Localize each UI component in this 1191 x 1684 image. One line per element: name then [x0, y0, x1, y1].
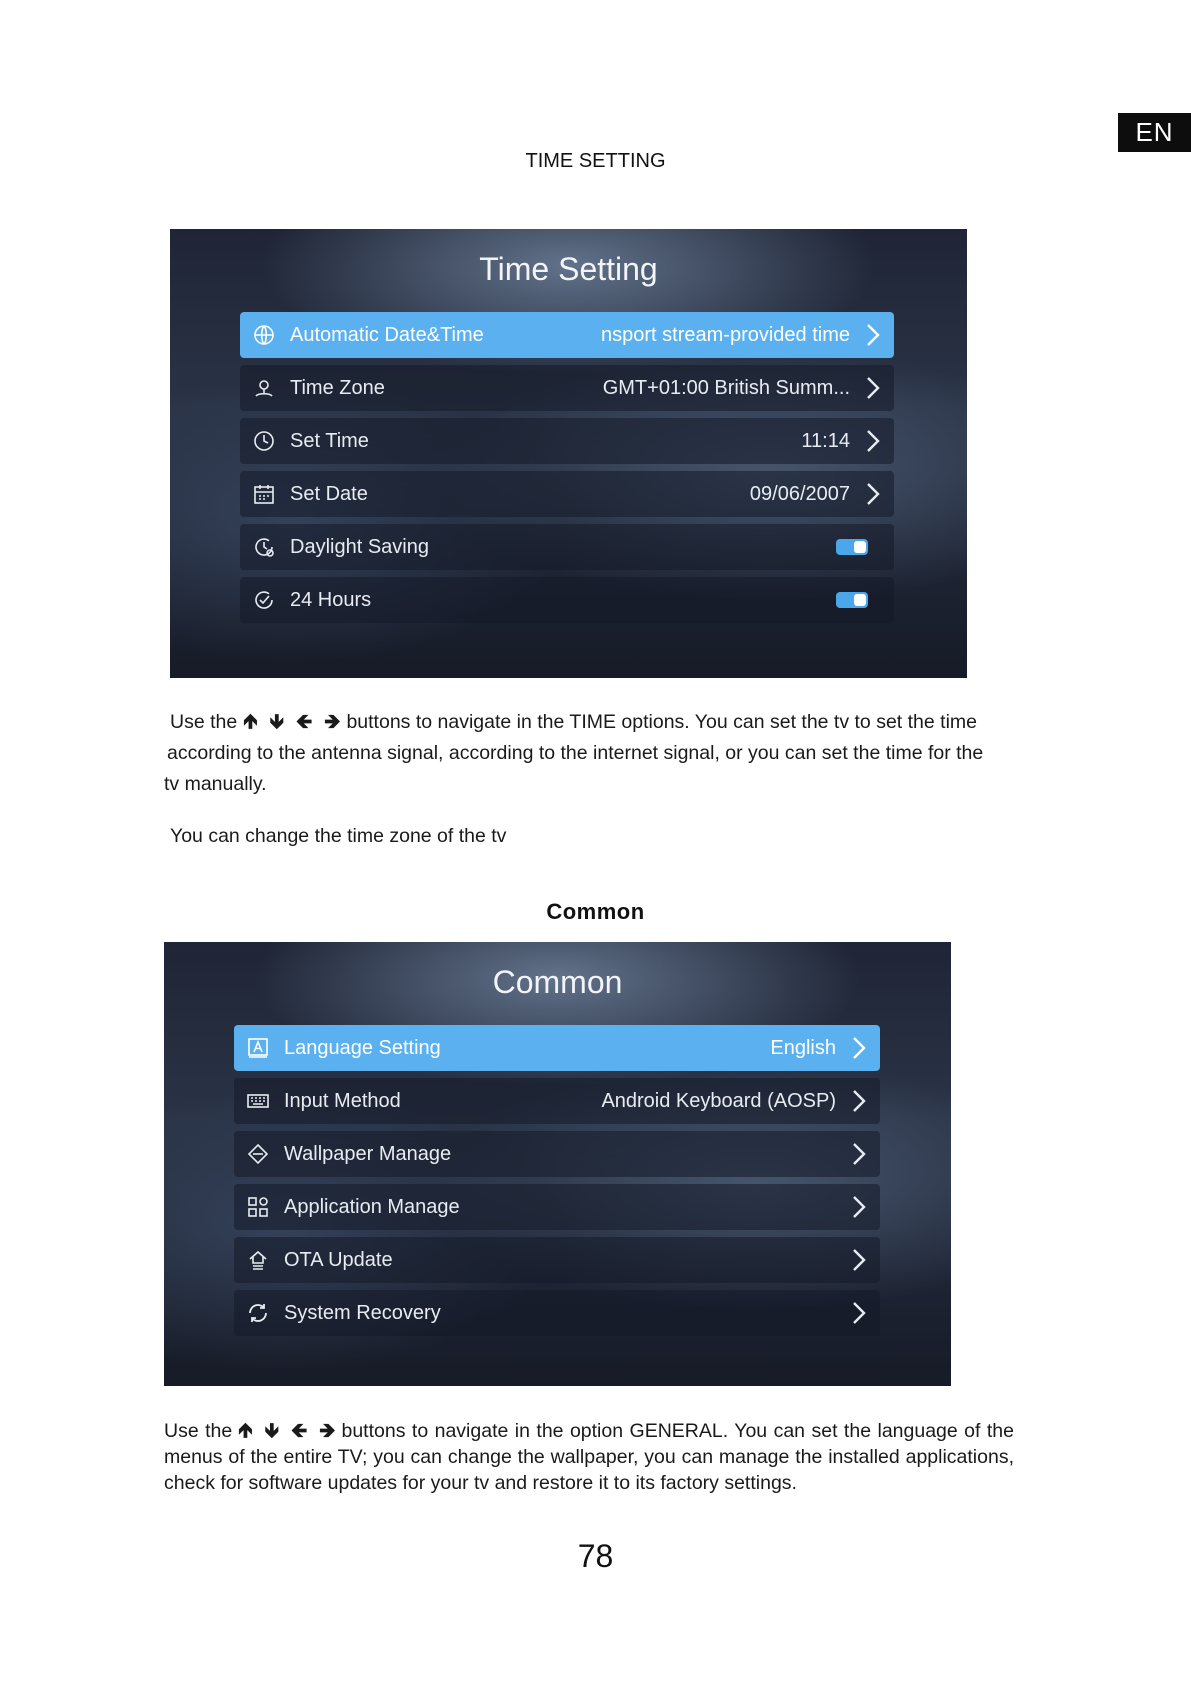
- daylight-saving-icon: [252, 535, 276, 559]
- common-screenshot: [164, 942, 951, 1386]
- row-label: Wallpaper Manage: [284, 1142, 452, 1165]
- page-number: 78: [577, 1538, 614, 1574]
- row-label: Set Date: [290, 482, 368, 505]
- menu-row-time-zone[interactable]: [240, 365, 894, 411]
- menu-row-24-hours[interactable]: [240, 577, 894, 623]
- menu-row-set-date[interactable]: [240, 471, 894, 517]
- menu-row-application-manage[interactable]: [234, 1184, 880, 1230]
- chevron-right-icon: [850, 1300, 868, 1326]
- 24-hours-toggle[interactable]: [836, 592, 868, 608]
- arrow-right-icon: 🡺: [324, 711, 341, 733]
- menu-row-automatic-date-time[interactable]: [240, 312, 894, 358]
- chevron-right-icon: [850, 1088, 868, 1114]
- row-label: Daylight Saving: [290, 535, 429, 558]
- keyboard-icon: [246, 1089, 270, 1113]
- arrow-down-icon: 🡻: [269, 711, 284, 733]
- common-screen-title: Common: [492, 964, 623, 1000]
- arrow-left-icon: 🡸: [295, 711, 313, 733]
- chevron-right-icon: [850, 1247, 868, 1273]
- row-label: Set Time: [290, 429, 369, 452]
- arrow-up-icon: 🡹: [238, 1420, 253, 1442]
- chevron-right-icon: [864, 428, 882, 454]
- row-label: OTA Update: [284, 1248, 393, 1271]
- row-value: GMT+01:00 British Summ...: [602, 376, 850, 399]
- common-heading: Common: [546, 899, 645, 924]
- apps-grid-icon: [246, 1195, 270, 1219]
- daylight-saving-toggle[interactable]: [836, 539, 868, 555]
- menu-row-system-recovery[interactable]: [234, 1290, 880, 1336]
- row-label: Language Setting: [284, 1036, 441, 1059]
- row-value: Android Keyboard (AOSP): [601, 1089, 836, 1112]
- row-label: Application Manage: [284, 1195, 460, 1218]
- recovery-icon: [246, 1301, 270, 1325]
- chevron-right-icon: [850, 1141, 868, 1167]
- chevron-right-icon: [850, 1194, 868, 1220]
- menu-row-wallpaper-manage[interactable]: [234, 1131, 880, 1177]
- 24-hours-icon: [252, 588, 276, 612]
- row-label: Time Zone: [290, 376, 385, 399]
- location-pin-icon: [252, 376, 276, 400]
- arrow-right-icon: 🡺: [319, 1420, 336, 1442]
- row-label: Automatic Date&Time: [290, 323, 484, 346]
- chevron-right-icon: [864, 375, 882, 401]
- row-label: Input Method: [284, 1089, 401, 1112]
- wallpaper-icon: [246, 1142, 270, 1166]
- clock-icon: [252, 429, 276, 453]
- row-label: System Recovery: [284, 1301, 441, 1324]
- chevron-right-icon: [850, 1035, 868, 1061]
- row-value: English: [770, 1036, 836, 1059]
- menu-row-set-time[interactable]: [240, 418, 894, 464]
- ota-update-icon: [246, 1248, 270, 1272]
- time-setting-heading: TIME SETTING: [525, 150, 666, 172]
- arrow-down-icon: 🡻: [264, 1420, 279, 1442]
- menu-row-ota-update[interactable]: [234, 1237, 880, 1283]
- menu-row-input-method[interactable]: [234, 1078, 880, 1124]
- arrow-left-icon: 🡸: [290, 1420, 308, 1442]
- globe-clock-icon: [252, 323, 276, 347]
- arrow-up-icon: 🡹: [243, 711, 258, 733]
- time-zone-note: You can change the time zone of the tv: [170, 825, 507, 847]
- chevron-right-icon: [864, 481, 882, 507]
- row-label: 24 Hours: [290, 588, 372, 611]
- language-tab: EN: [1118, 113, 1191, 152]
- row-value: nsport stream-provided time: [601, 323, 850, 346]
- row-value: 09/06/2007: [749, 482, 850, 505]
- time-setting-screen-title: Time Setting: [479, 251, 658, 287]
- row-value: 11:14: [801, 429, 850, 452]
- chevron-right-icon: [864, 322, 882, 348]
- language-icon: [246, 1036, 270, 1060]
- time-setting-screenshot: [170, 229, 967, 678]
- menu-row-language-setting[interactable]: [234, 1025, 880, 1071]
- calendar-icon: [252, 482, 276, 506]
- common-instructions: Use the 🡹 🡻 🡸 🡺 buttons to navigate in the option GENERAL. You can set the language of the menus of the entire TV; you can change the wallpaper, you can manage the installed applications, check for software updates for your tv and restore it to its factory settings.: [164, 1420, 1014, 1494]
- time-instructions: Use the 🡹 🡻 🡸 🡺 buttons to navigate in the TIME options. You can set the tv to set the time according to the antenna signal, according to the internet signal, or you can set the time for the tv manually.: [164, 711, 984, 795]
- menu-row-daylight-saving[interactable]: [240, 524, 894, 570]
